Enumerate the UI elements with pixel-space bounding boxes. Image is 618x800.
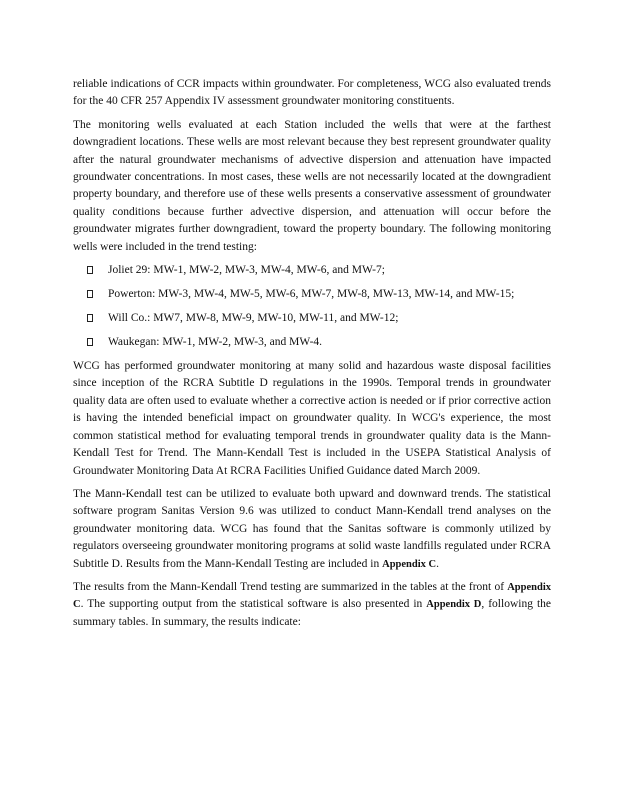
paragraph-results-summary [73, 579, 551, 631]
paragraph-temporal-trends: WCG has performed groundwater monitoring at many solid and hazardous waste disposal facilities since inception of the RCRA Subtitle D regulations in the 1990s. Temporal trends in groundwater quality data are often used to evaluate whether a corrective action is needed or if prior corrective action is having the intended beneficial impact on groundwater quality. In WCG's experience, the most common statistical method for evaluating temporal trends in groundwater quality data is the Mann-Kendall Test for Trend. The Mann-Kendall Test is included in the USEPA Statistical Analysis of Groundwater Monitoring Data At RCRA Facilities Unified Guidance dated March 2009. [73, 360, 551, 477]
results-text-b: . The supporting output from the statistical software is also presented in [80, 598, 427, 611]
appendix-c-reference: Appendix C [73, 581, 551, 611]
paragraph-ccr-impacts: reliable indications of CCR impacts within groundwater. For completeness, WCG also evaluated trends for the 40 CFR 257 Appendix IV assessment groundwater monitoring constituents. [73, 78, 551, 108]
results-text-c: , following the summary tables. In summary, the results indicate: [73, 598, 551, 628]
well-list-text: Will Co.: MW7, MW-8, MW-9, MW-10, MW-11, and MW-12; [108, 312, 399, 325]
bullet-icon [87, 266, 93, 274]
bullet-icon [87, 338, 93, 346]
period: . [436, 557, 439, 570]
mann-kendall-text: The Mann-Kendall test can be utilized to evaluate both upward and downward trends. The statistical software program Sanitas Version 9.6 was utilized to conduct Mann-Kendall trend analyses on the groundwater monitoring data. WCG has found that the Sanitas software is commonly utilized by regulators overseeing groundwater monitoring programs at solid waste landfills regulated under RCRA Subtitle D. Results from the Mann-Kendall Testing are included in [73, 487, 551, 570]
list-item-will-co [73, 310, 551, 327]
list-item-joliet [73, 262, 551, 279]
paragraph-mann-kendall [73, 486, 551, 573]
appendix-d-reference: Appendix D [426, 599, 482, 611]
document-page [73, 76, 551, 637]
well-list-text: Powerton: MW-3, MW-4, MW-5, MW-6, MW-7, MW-8, MW-13, MW-14, and MW-15; [108, 288, 515, 301]
results-text-a: The results from the Mann-Kendall Trend testing are summarized in the tables at the front of [73, 580, 508, 593]
bullet-icon [87, 314, 93, 322]
well-list-text: Joliet 29: MW-1, MW-2, MW-3, MW-4, MW-6, and MW-7; [108, 264, 385, 277]
paragraph-monitoring-wells: The monitoring wells evaluated at each Station included the wells that were at the farthest downgradient locations. These wells are most relevant because they best represent groundwater quality after the natural groundwater mechanisms of advective dispersion and attenuation have impacted groundwater concentrations. In most cases, these wells are not necessarily located at the downgradient property boundary, and therefore use of these wells presents a conservative assessment of groundwater quality conditions because further advective dispersion, and attenuation will occur before the groundwater migrates further downgradient, toward the property boundary. The following monitoring wells were included in the trend testing: [73, 118, 551, 253]
list-item-powerton [73, 286, 551, 303]
bullet-icon [87, 290, 93, 298]
well-list-text: Waukegan: MW-1, MW-2, MW-3, and MW-4. [108, 336, 323, 349]
appendix-c-reference: Appendix C [382, 558, 437, 570]
list-item-waukegan [73, 334, 551, 351]
well-list [73, 262, 551, 351]
